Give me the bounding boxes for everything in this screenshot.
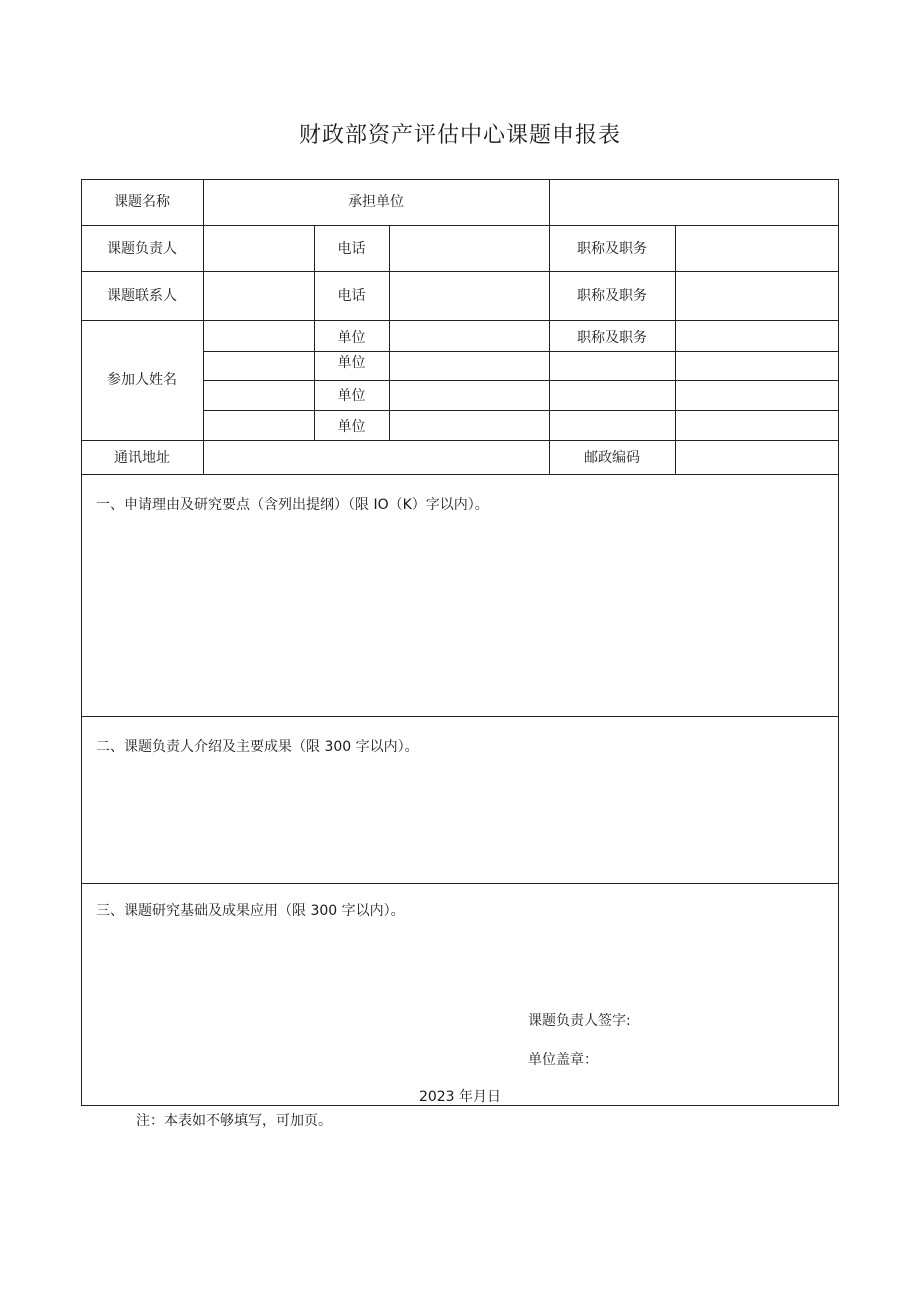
- contact-title-label: 职称及职务: [577, 288, 647, 304]
- section-three-heading: 三、课题研究基础及成果应用（限 300 字以内）。: [96, 903, 405, 919]
- footnote: 注：本表如不够填写，可加页。: [136, 1113, 332, 1129]
- application-form-table: [81, 179, 839, 1106]
- section-divider: [81, 716, 839, 717]
- leader-signature-label: 课题负责人签字:: [528, 1013, 631, 1029]
- row-divider: [81, 474, 839, 475]
- row-divider: [81, 320, 839, 321]
- participant-title-label: 职称及职务: [577, 330, 647, 346]
- row-divider: [81, 440, 839, 441]
- postcode-label: 邮政编码: [584, 450, 640, 466]
- signature-date: 2023 年月日: [418, 1089, 502, 1105]
- section-one-heading: 一、申请理由及研究要点（含列出提纲）（限 IO（K）字以内）。: [96, 497, 489, 513]
- participants-label: 参加人姓名: [107, 372, 177, 388]
- row-divider: [81, 225, 839, 226]
- column-divider: [203, 179, 204, 474]
- topic-name-label: 课题名称: [114, 194, 170, 210]
- contact-label: 课题联系人: [107, 288, 177, 304]
- leader-title-label: 职称及职务: [577, 241, 647, 257]
- leader-label: 课题负责人: [107, 241, 177, 257]
- participant-unit-label: 单位: [337, 388, 366, 404]
- leader-phone-label: 电话: [337, 241, 366, 257]
- column-divider: [389, 225, 390, 440]
- participant-unit-label: 单位: [337, 355, 366, 371]
- undertaking-unit-label: 承担单位: [348, 194, 404, 210]
- row-divider: [203, 410, 839, 411]
- row-divider: [81, 271, 839, 272]
- unit-seal-label: 单位盖章：: [528, 1052, 598, 1068]
- row-divider: [203, 380, 839, 381]
- column-divider: [549, 179, 550, 474]
- participant-unit-label: 单位: [337, 419, 366, 435]
- section-two-heading: 二、课题负责人介绍及主要成果（限 300 字以内）。: [96, 739, 419, 755]
- column-divider: [675, 225, 676, 474]
- page-title: 财政部资产评估中心课题申报表: [298, 123, 621, 148]
- section-divider: [81, 883, 839, 884]
- row-divider: [203, 351, 839, 352]
- address-label: 通讯地址: [114, 450, 170, 466]
- contact-phone-label: 电话: [337, 288, 366, 304]
- participant-unit-label: 单位: [337, 330, 366, 346]
